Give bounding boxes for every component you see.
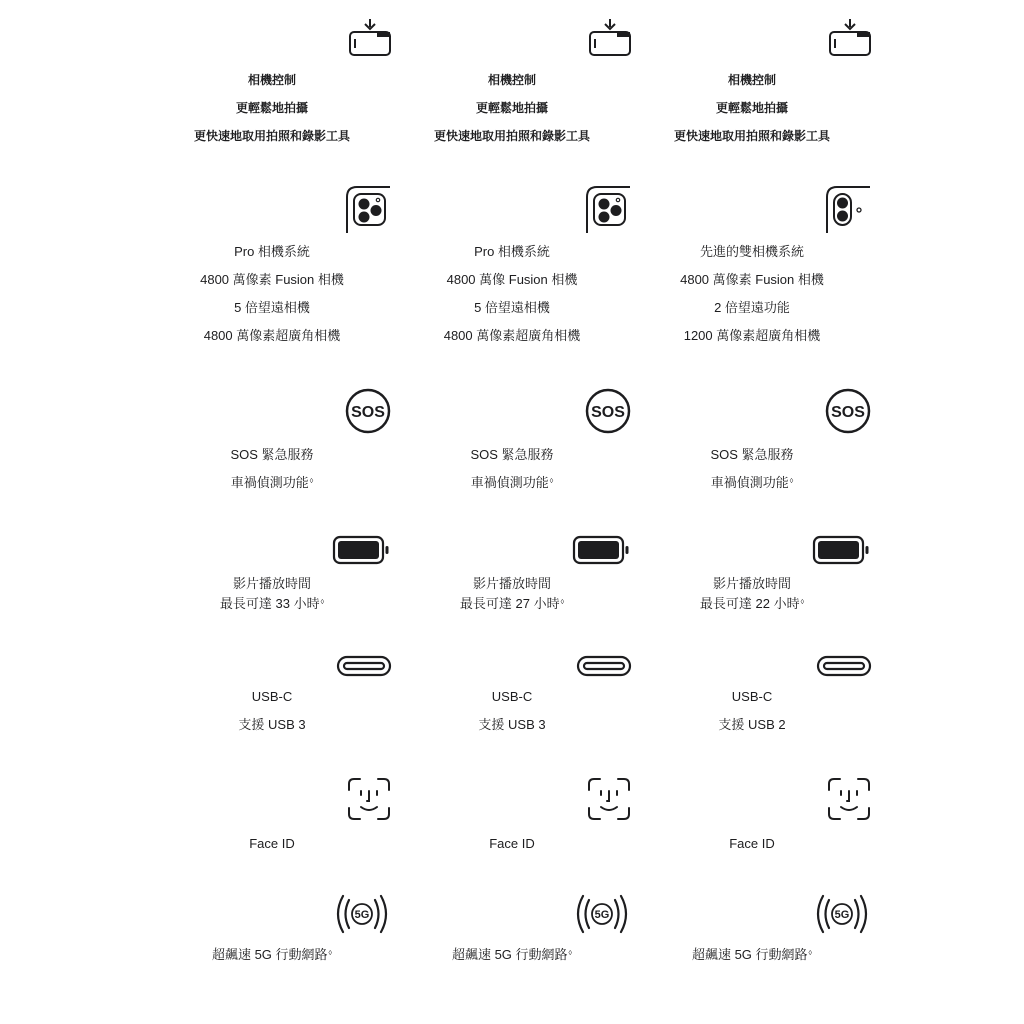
camera-system-main: 4800 萬像素 Fusion 相機 bbox=[680, 272, 824, 287]
camera-system-main: 4800 萬像 Fusion 相機 bbox=[446, 272, 578, 287]
sos-icon-text: SOS bbox=[351, 404, 385, 421]
camera-system-ultra: 4800 萬像素超廣角相機 bbox=[443, 328, 581, 343]
camera-control-line1: 更輕鬆地拍攝 bbox=[235, 101, 308, 115]
battery-title: 影片播放時間 bbox=[472, 576, 551, 591]
sos-icon-text: SOS bbox=[591, 404, 625, 421]
5g-feature bbox=[392, 892, 632, 936]
battery-title: 影片播放時間 bbox=[712, 576, 791, 591]
triple-camera-icon bbox=[344, 184, 392, 236]
footnote-marker: ◊ bbox=[800, 599, 805, 606]
dual-camera-icon bbox=[824, 184, 872, 236]
5g-icon bbox=[812, 892, 872, 936]
5g-title bbox=[632, 947, 872, 963]
crash-detection-text bbox=[152, 475, 392, 491]
5g-title-label: 超飆速 5G 行動網路 bbox=[211, 947, 328, 962]
camera-control-feature bbox=[632, 18, 872, 58]
camera-system-tele: 5 倍望遠相機 bbox=[474, 300, 550, 315]
footnote-marker: ◊ bbox=[808, 950, 813, 957]
battery-feature bbox=[632, 535, 872, 565]
battery-value-label: 最長可達 33 小時 bbox=[219, 596, 320, 611]
usb-c-title: USB-C bbox=[731, 689, 773, 704]
usb-c-feature bbox=[392, 655, 632, 677]
face-id-icon bbox=[346, 776, 392, 822]
camera-control-line1: 更輕鬆地拍攝 bbox=[475, 101, 548, 115]
usb-c-title: USB-C bbox=[491, 689, 533, 704]
5g-icon-text: 5G bbox=[354, 909, 370, 921]
sos-title: SOS 緊急服務 bbox=[710, 447, 794, 462]
feature-column-1 bbox=[152, 0, 392, 1024]
camera-system-ultra: 1200 萬像素超廣角相機 bbox=[683, 328, 821, 343]
face-id-feature bbox=[632, 776, 872, 822]
sos-title: SOS 緊急服務 bbox=[230, 447, 314, 462]
5g-title-label: 超飆速 5G 行動網路 bbox=[691, 947, 808, 962]
battery-value bbox=[632, 596, 872, 612]
face-id-title: Face ID bbox=[249, 836, 295, 851]
battery-title: 影片播放時間 bbox=[232, 576, 311, 591]
usb-c-title: USB-C bbox=[251, 689, 293, 704]
usb-speed: 支援 USB 3 bbox=[478, 717, 546, 732]
camera-system-ultra: 4800 萬像素超廣角相機 bbox=[203, 328, 341, 343]
footnote-marker: ◊ bbox=[320, 599, 325, 606]
usb-c-feature bbox=[632, 655, 872, 677]
5g-feature bbox=[632, 892, 872, 936]
5g-icon-text: 5G bbox=[594, 909, 610, 921]
usb-c-icon bbox=[576, 655, 632, 677]
sos-icon bbox=[584, 387, 632, 435]
camera-control-feature bbox=[152, 18, 392, 58]
camera-control-icon bbox=[588, 18, 632, 58]
camera-system-title: Pro 相機系統 bbox=[234, 244, 310, 259]
sos-icon bbox=[824, 387, 872, 435]
camera-system-feature bbox=[632, 184, 872, 236]
footnote-marker: ◊ bbox=[568, 950, 573, 957]
camera-system-feature bbox=[392, 184, 632, 236]
camera-system-title: 先進的雙相機系統 bbox=[699, 244, 804, 259]
battery-value-label: 最長可達 27 小時 bbox=[459, 596, 560, 611]
battery-feature bbox=[152, 535, 392, 565]
5g-icon bbox=[332, 892, 392, 936]
5g-feature bbox=[152, 892, 392, 936]
battery-icon bbox=[812, 535, 872, 565]
sos-icon bbox=[344, 387, 392, 435]
camera-control-title: 相機控制 bbox=[487, 73, 536, 87]
camera-system-title: Pro 相機系統 bbox=[474, 244, 550, 259]
usb-c-icon bbox=[816, 655, 872, 677]
crash-detection-label: 車禍偵測功能 bbox=[470, 475, 549, 490]
camera-control-line2: 更快速地取用拍照和錄影工具 bbox=[193, 129, 350, 143]
face-id-title: Face ID bbox=[729, 836, 775, 851]
sos-feature bbox=[392, 387, 632, 435]
footnote-marker: ◊ bbox=[789, 478, 794, 485]
battery-value-label: 最長可達 22 小時 bbox=[699, 596, 800, 611]
5g-icon-text: 5G bbox=[834, 909, 850, 921]
camera-control-feature bbox=[392, 18, 632, 58]
triple-camera-icon bbox=[584, 184, 632, 236]
5g-title-label: 超飆速 5G 行動網路 bbox=[451, 947, 568, 962]
face-id-title: Face ID bbox=[489, 836, 535, 851]
footnote-marker: ◊ bbox=[328, 950, 333, 957]
usb-speed: 支援 USB 3 bbox=[238, 717, 306, 732]
usb-c-feature bbox=[152, 655, 392, 677]
footnote-marker: ◊ bbox=[560, 599, 565, 606]
face-id-feature bbox=[392, 776, 632, 822]
camera-control-title: 相機控制 bbox=[247, 73, 296, 87]
camera-system-main: 4800 萬像素 Fusion 相機 bbox=[200, 272, 344, 287]
camera-control-icon bbox=[828, 18, 872, 58]
footnote-marker: ◊ bbox=[549, 478, 554, 485]
crash-detection-text bbox=[392, 475, 632, 491]
5g-icon bbox=[572, 892, 632, 936]
5g-title bbox=[152, 947, 392, 963]
sos-title: SOS 緊急服務 bbox=[470, 447, 554, 462]
camera-control-line2: 更快速地取用拍照和錄影工具 bbox=[433, 129, 590, 143]
camera-control-title: 相機控制 bbox=[727, 73, 776, 87]
usb-c-icon bbox=[336, 655, 392, 677]
face-id-feature bbox=[152, 776, 392, 822]
crash-detection-text bbox=[632, 475, 872, 491]
sos-feature bbox=[632, 387, 872, 435]
5g-title bbox=[392, 947, 632, 963]
camera-control-icon bbox=[348, 18, 392, 58]
battery-value bbox=[392, 596, 632, 612]
battery-icon bbox=[572, 535, 632, 565]
camera-system-tele: 2 倍望遠功能 bbox=[714, 300, 790, 315]
battery-icon bbox=[332, 535, 392, 565]
sos-feature bbox=[152, 387, 392, 435]
usb-speed: 支援 USB 2 bbox=[718, 717, 786, 732]
battery-value bbox=[152, 596, 392, 612]
camera-control-line1: 更輕鬆地拍攝 bbox=[715, 101, 788, 115]
sos-icon-text: SOS bbox=[831, 404, 865, 421]
face-id-icon bbox=[826, 776, 872, 822]
camera-control-line2: 更快速地取用拍照和錄影工具 bbox=[673, 129, 830, 143]
crash-detection-label: 車禍偵測功能 bbox=[230, 475, 309, 490]
face-id-icon bbox=[586, 776, 632, 822]
footnote-marker: ◊ bbox=[309, 478, 314, 485]
feature-column-3 bbox=[632, 0, 872, 1024]
feature-column-2 bbox=[392, 0, 632, 1024]
camera-system-feature bbox=[152, 184, 392, 236]
crash-detection-label: 車禍偵測功能 bbox=[710, 475, 789, 490]
battery-feature bbox=[392, 535, 632, 565]
camera-system-tele: 5 倍望遠相機 bbox=[234, 300, 310, 315]
